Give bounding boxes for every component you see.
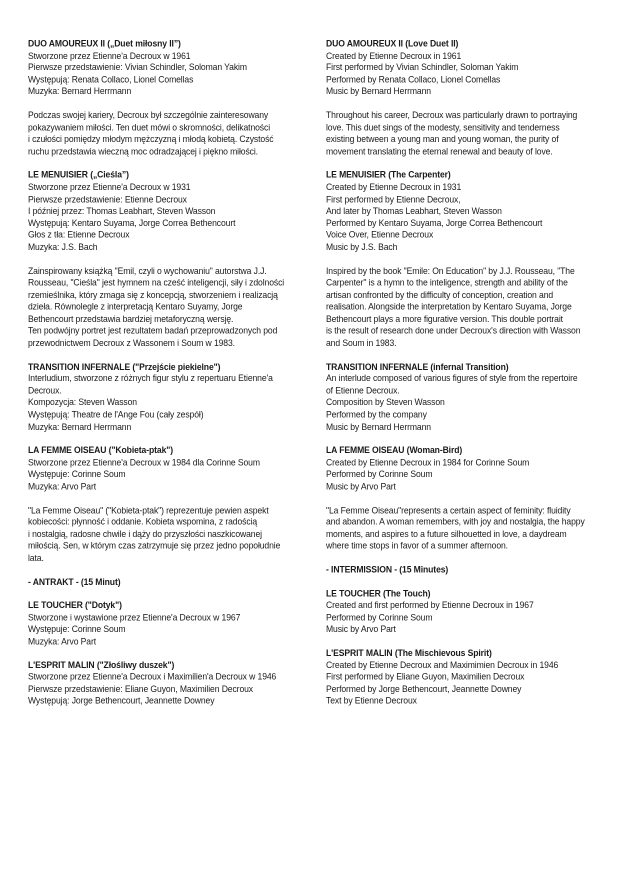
description-paragraph <box>28 505 318 565</box>
credit-line: Created by Etienne Decroux in 1931 <box>326 181 462 192</box>
paragraph-line: and Soum in 1983. <box>326 337 397 348</box>
credit-line: Music by Bernard Herrmann <box>326 421 431 432</box>
credit-line: First performed by Vivian Schindler, Soloman Yakim <box>326 62 519 73</box>
description-paragraph <box>28 265 318 349</box>
piece-title: L'ESPRIT MALIN ("Złośliwy duszek") <box>28 659 175 670</box>
credit-line: Performed by the company <box>326 409 427 420</box>
paragraph-line: Throughout his career, Decroux was particularly drawn to portraying <box>326 109 578 121</box>
credit-line: Stworzone przez Etienne'a Decroux i Maximilien'a Decroux w 1946 <box>28 671 277 682</box>
credit-line: Stworzone i wystawione przez Etienne'a Decroux w 1967 <box>28 611 241 623</box>
paragraph-line: is the result of research done under Decroux's direction with Wasson <box>326 325 581 336</box>
credit-line: Performed by Jorge Bethencourt, Jeannette Downey <box>326 683 522 694</box>
credit-line: I później przez: Thomas Leabhart, Steven Wasson <box>28 205 216 216</box>
piece-title: L'ESPRIT MALIN (The Mischievous Spirit) <box>326 647 492 658</box>
credit-line: Stworzone przez Etienne'a Decroux w 1931 <box>28 181 191 192</box>
credit-line: Interludium, stworzone z różnych figur stylu z repertuaru Etienne'a <box>28 373 273 384</box>
paragraph-line: Bethencourt przedstawia bardziej metaforyczną wersję. <box>28 313 234 324</box>
credit-line: Performed by Renata Collaco, Lionel Comellas <box>326 74 501 85</box>
credit-line: Muzyka: Arvo Part <box>28 481 97 492</box>
piece-title: LE MENUISIER („Cieśla”) <box>28 169 129 180</box>
credits-block <box>326 169 620 253</box>
credit-line: First performed by Etienne Decroux, <box>326 193 461 204</box>
credit-line: Muzyka: Bernard Herrmann <box>28 86 132 97</box>
piece-title: DUO AMOUREUX II („Duet miłosny II”) <box>28 38 181 49</box>
paragraph-line: przewodnictwem Decroux z Wassonem i Soum w 1983. <box>28 337 235 348</box>
credit-line: Music by Arvo Part <box>326 481 396 492</box>
credit-line: Muzyka: J.S. Bach <box>28 241 98 253</box>
credit-line: Composition by Steven Wasson <box>326 397 445 408</box>
paragraph-line: Inspired by the book "Emile: On Education" by J.J. Rousseau, "The <box>326 265 575 276</box>
credit-line: Text by Etienne Decroux <box>326 695 417 707</box>
credits-block <box>28 38 318 98</box>
paragraph-line: Carpenter" is a hymn to the inteligence, strength and ability of the <box>326 277 568 288</box>
paragraph-line: kobiecości: płynność i oddanie. Kobieta wspomina, z radością <box>28 516 258 527</box>
credit-line: Created by Etienne Decroux in 1984 for Corinne Soum <box>326 456 530 468</box>
piece-title: - ANTRAKT - (15 Minut) <box>28 576 121 587</box>
credit-line: Pierwsze przedstawienie: Vivian Schindler, Soloman Yakim <box>28 62 247 73</box>
credit-line: Występują: Jorge Bethencourt, Jeannette Downey <box>28 695 215 707</box>
credit-line: And later by Thomas Leabhart, Steven Wasson <box>326 205 502 216</box>
credits-block <box>28 361 318 433</box>
paragraph-line: miłością. Sen, w którym czas zatrzymuje się przez jedno popołudnie <box>28 540 281 552</box>
paragraph-line: i nostalgią, radosne chwile i dąży do przyszłości naszkicowanej <box>28 528 262 540</box>
credit-line: Performed by Kentaro Suyama, Jorge Correa Bethencourt <box>326 217 543 229</box>
credit-line: Performed by Corinne Soum <box>326 468 433 480</box>
paragraph-line: rzemieślnika, który zmaga się z koncepcją, stworzeniem i realizacją <box>28 289 278 300</box>
credit-line: Stworzone przez Etienne'a Decroux w 1984 dla Corinne Soum <box>28 456 260 468</box>
credit-line: Decroux. <box>28 385 62 396</box>
paragraph-line: movement translating the eternal renewal and beauty of love. <box>326 145 553 157</box>
piece-title: LE TOUCHER ("Dotyk") <box>28 599 122 611</box>
paragraph-line: pokazywaniem miłości. Ten duet mówi o skromności, delikatności <box>28 121 271 133</box>
credits-block <box>326 588 620 636</box>
credits-block <box>326 445 620 493</box>
credit-line: Created by Etienne Decroux in 1961 <box>326 50 462 61</box>
credits-block <box>28 169 318 253</box>
paragraph-line: Rousseau, "Cieśla" jest hymnem na cześć inteligencji, siły i zdolności <box>28 277 285 288</box>
piece-title: DUO AMOUREUX II (Love Duet II) <box>326 38 459 49</box>
description-paragraph <box>326 265 620 349</box>
credit-line: Występuje: Corinne Soum <box>28 468 126 480</box>
description-paragraph <box>326 505 620 553</box>
paragraph-line: lata. <box>28 552 44 564</box>
credit-line: Created and first performed by Etienne Decroux in 1967 <box>326 599 534 611</box>
credits-block <box>326 564 620 576</box>
polish-column <box>28 38 318 719</box>
credit-line: Stworzone przez Etienne'a Decroux w 1961 <box>28 50 191 61</box>
paragraph-line: artisan confronted by the difficulty of conception, creation and <box>326 289 554 300</box>
piece-title: LE TOUCHER (The Touch) <box>326 587 431 599</box>
paragraph-line: existing between a young man and young woman, the purity of <box>326 133 559 145</box>
paragraph-line: dzieła. Równolegle z interpretacją Kentaro Suyamy, Jorge <box>28 301 243 312</box>
credit-line: An interlude composed of various figures of style from the repertoire <box>326 373 578 384</box>
description-paragraph <box>28 110 318 158</box>
credit-line: of Etienne Decroux. <box>326 385 400 396</box>
credits-block <box>28 600 318 648</box>
paragraph-line: "La Femme Oiseau" ("Kobieta-ptak") reprezentuje pewien aspekt <box>28 504 269 515</box>
credit-line: Performed by Corinne Soum <box>326 611 433 623</box>
paragraph-line: "La Femme Oiseau"represents a certain aspect of feminity: fluidity <box>326 504 571 515</box>
credit-line: Pierwsze przedstawienie: Eliane Guyon, Maximilien Decroux <box>28 683 253 694</box>
credits-block <box>28 445 318 493</box>
credit-line: Głos z tła: Etienne Decroux <box>28 229 130 241</box>
paragraph-line: ruchu przedstawia wieczną moc odradzającej i piękno miłości. <box>28 145 258 157</box>
credit-line: Muzyka: Arvo Part <box>28 635 97 647</box>
credits-block <box>326 38 620 98</box>
credit-line: Muzyka: Bernard Herrmann <box>28 421 132 432</box>
paragraph-line: Podczas swojej kariery, Decroux był szczególnie zainteresowany <box>28 109 269 121</box>
credit-line: Występują: Kentaro Suyama, Jorge Correa Bethencourt <box>28 217 236 229</box>
credits-block <box>326 647 620 707</box>
credits-block <box>28 576 318 588</box>
english-column <box>326 38 620 719</box>
paragraph-line: Ten podwójny portret jest rezultatem badań przeprowadzonych pod <box>28 325 278 336</box>
piece-title: LA FEMME OISEAU (Woman-Bird) <box>326 444 463 456</box>
credit-line: Music by Arvo Part <box>326 623 396 635</box>
credit-line: Voice Over, Etienne Decroux <box>326 229 434 241</box>
piece-title: LA FEMME OISEAU ("Kobieta-ptak") <box>28 444 173 456</box>
paragraph-line: Bethencourt plays a more figurative version. This double portrait <box>326 313 563 324</box>
piece-title: TRANSITION INFERNALE ("Przejście piekielne") <box>28 361 221 372</box>
piece-title: LE MENUISIER (The Carpenter) <box>326 169 451 180</box>
paragraph-line: and abandon. A woman remembers, with joy and nostalgia, the happy <box>326 516 585 527</box>
credit-line: Music by Bernard Herrmann <box>326 86 431 97</box>
credit-line: Music by J.S. Bach <box>326 241 398 253</box>
credit-line: Występują: Renata Collaco, Lionel Comellas <box>28 74 194 85</box>
paragraph-line: i czułości pomiędzy młodym mężczyzną i młodą kobietą. Czystość <box>28 133 274 145</box>
description-paragraph <box>326 110 620 158</box>
paragraph-line: Zainspirowany książką "Emil, czyli o wychowaniu" autorstwa J.J. <box>28 265 267 276</box>
credit-line: First performed by Eliane Guyon, Maximilien Decroux <box>326 671 525 682</box>
paragraph-line: love. This duet sings of the modesty, sensitivity and tenderness <box>326 121 560 133</box>
piece-title: TRANSITION INFERNALE (infernal Transition) <box>326 361 509 372</box>
credit-line: Występuje: Corinne Soum <box>28 623 126 635</box>
credits-block <box>326 361 620 433</box>
credits-block <box>28 659 318 707</box>
paragraph-line: moments, and aspires to a future silhouetted in love, a daydream <box>326 528 567 540</box>
paragraph-line: realisation. Alongside the interpretation by Kentaro Suyama, Jorge <box>326 301 572 312</box>
credit-line: Kompozycja: Steven Wasson <box>28 397 137 408</box>
credit-line: Created by Etienne Decroux and Maximimien Decroux in 1946 <box>326 659 559 670</box>
paragraph-line: where time stops in favor of a summer afternoon. <box>326 540 508 552</box>
credit-line: Pierwsze przedstawienie: Etienne Decroux <box>28 193 187 204</box>
credit-line: Występują: Theatre de l'Ange Fou (cały zespół) <box>28 409 204 420</box>
piece-title: - INTERMISSION - (15 Minutes) <box>326 564 449 575</box>
